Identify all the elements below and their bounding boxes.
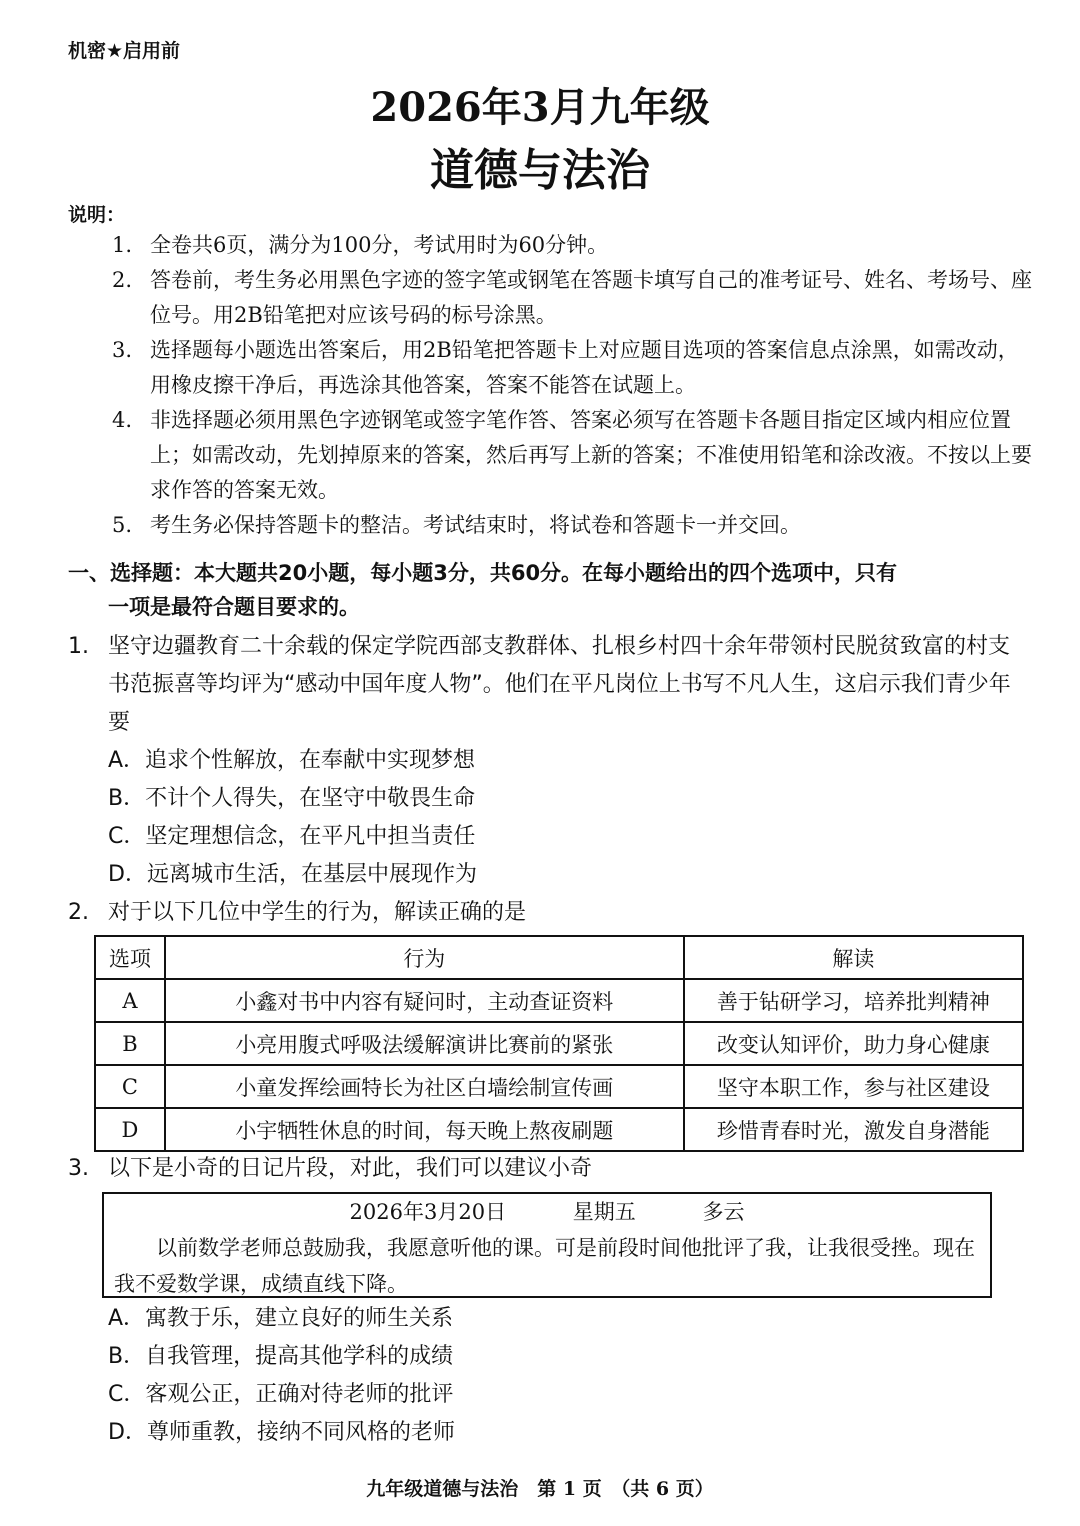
instruction-item: 1. 全卷共6页，满分为100分，考试用时为60分钟。 — [112, 233, 609, 257]
question-1 — [68, 628, 1028, 894]
question-stem: 以下是小奇的日记片段，对此，我们可以建议小奇 — [108, 1156, 593, 1181]
table-row — [95, 1022, 1023, 1065]
table-cell: 小宇牺牲休息的时间，每天晚上熬夜刷题 — [165, 1108, 684, 1151]
table-header: 解读 — [684, 936, 1023, 979]
question-number: 3. — [68, 1156, 89, 1181]
table-cell: 小童发挥绘画特长为社区白墙绘制宣传画 — [165, 1065, 684, 1108]
page-footer: 九年级道德与法治 第 1 页 （共 6 页） — [366, 1478, 714, 1500]
table-cell: C — [95, 1065, 165, 1108]
question-stem: 对于以下几位中学生的行为，解读正确的是 — [108, 900, 527, 925]
instruction-item: 3. 选择题每小题选出答案后，用2B铅笔把答题卡上对应题目选项的答案信息点涂黑，如需改动，用橡皮擦干净后，再选涂其他答案，答案不能答在试题上。 — [112, 338, 1019, 397]
diary-weekday: 星期五 — [572, 1200, 636, 1224]
table-cell: D — [95, 1108, 165, 1151]
exam-title: 2026年3月九年级 — [370, 84, 710, 131]
table-header: 选项 — [95, 936, 165, 979]
table-cell: 小亮用腹式呼吸法缓解演讲比赛前的紧张 — [165, 1022, 684, 1065]
table-cell: 小鑫对书中内容有疑问时，主动查证资料 — [165, 979, 684, 1022]
option-list — [68, 1300, 1028, 1452]
table-cell: 坚守本职工作，参与社区建设 — [684, 1065, 1023, 1108]
option-list — [68, 742, 1028, 894]
question-2 — [68, 894, 1028, 932]
option-c: C．客观公正，正确对待老师的批评 — [108, 1382, 454, 1407]
subject-title: 道德与法治 — [430, 145, 650, 196]
confidential-label: 机密★启用前 — [68, 40, 181, 62]
instruction-item: 4. 非选择题必须用黑色字迹钢笔或签字笔作答、答案必须写在答题卡各题目指定区域内相应位置上；如需改动，先划掉原来的答案，然后再写上新的答案；不准使用铅笔和涂改液。不按以上要求作答的答案无效。 — [112, 408, 1032, 502]
table-header-row — [95, 936, 1023, 979]
diary-weather: 多云 — [702, 1200, 745, 1224]
table-cell: 改变认知评价，助力身心健康 — [684, 1022, 1023, 1065]
diary-body: 以前数学老师总鼓励我，我愿意听他的课。可是前段时间他批评了我，让我很受挫。现在我不爱数学课，成绩直线下降。 — [114, 1236, 975, 1296]
option-c: C．坚定理想信念，在平凡中担当责任 — [108, 824, 476, 849]
instructions-list — [112, 228, 1032, 543]
instruction-item: 5. 考生务必保持答题卡的整洁。考试结束时，将试卷和答题卡一并交回。 — [112, 513, 801, 537]
behavior-table — [94, 935, 1024, 1152]
option-d: D．远离城市生活，在基层中展现作为 — [108, 862, 477, 887]
table-row — [95, 979, 1023, 1022]
table-cell: A — [95, 979, 165, 1022]
question-number: 2. — [68, 900, 89, 925]
table-cell: 珍惜青春时光，激发自身潜能 — [684, 1108, 1023, 1151]
table-row — [95, 1065, 1023, 1108]
diary-header — [114, 1194, 980, 1230]
section-heading — [68, 556, 1028, 624]
diary-date: 2026年3月20日 — [349, 1200, 507, 1224]
option-a: A．寓教于乐，建立良好的师生关系 — [108, 1306, 454, 1331]
table-header: 行为 — [165, 936, 684, 979]
option-d: D．尊师重教，接纳不同风格的老师 — [108, 1420, 455, 1445]
question-number: 1. — [68, 634, 89, 659]
table-row — [95, 1108, 1023, 1151]
option-a: A．追求个性解放，在奉献中实现梦想 — [108, 748, 476, 773]
instructions-heading: 说明： — [68, 204, 126, 226]
table-cell: 善于钻研学习，培养批判精神 — [684, 979, 1023, 1022]
instruction-item: 2. 答卷前，考生务必用黑色字迹的签字笔或钢笔在答题卡填写自己的准考证号、姓名、考场号、座位号。用2B铅笔把对应该号码的标号涂黑。 — [112, 268, 1032, 327]
diary-box — [102, 1192, 992, 1298]
section-heading-line2: 一项是最符合题目要求的。 — [108, 595, 360, 619]
question-stem: 坚守边疆教育二十余载的保定学院西部支教群体、扎根乡村四十余年带领村民脱贫致富的村支书范振喜等均评为“感动中国年度人物”。他们在平凡岗位上书写不凡人生，这启示我们青少年要 — [108, 634, 1011, 735]
option-b: B．自我管理，提高其他学科的成绩 — [108, 1344, 454, 1369]
section-heading-line1: 一、选择题：本大题共20小题，每小题3分，共60分。在每小题给出的四个选项中，只有 — [68, 561, 898, 585]
question-3 — [68, 1150, 1028, 1188]
option-b: B．不计个人得失，在坚守中敬畏生命 — [108, 786, 476, 811]
table-cell: B — [95, 1022, 165, 1065]
